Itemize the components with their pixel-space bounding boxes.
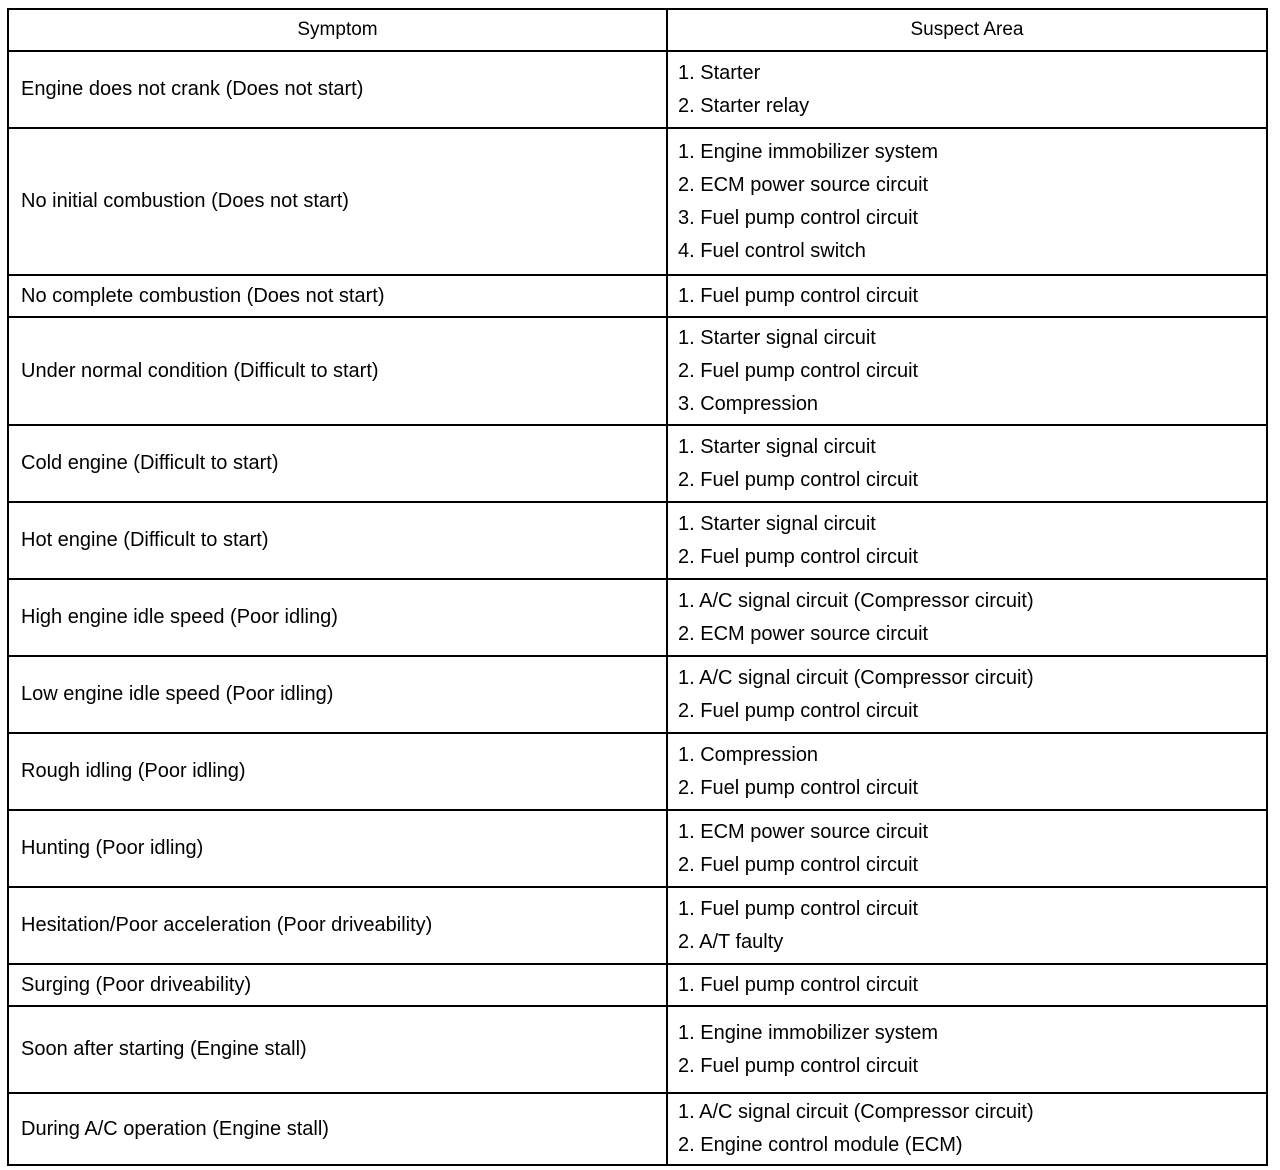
suspect-area-item: 1. ECM power source circuit (678, 820, 929, 843)
symptom-cell: Rough idling (Poor idling) (8, 733, 667, 810)
symptom-cell: Hunting (Poor idling) (8, 810, 667, 887)
symptom-cell: Engine does not crank (Does not start) (8, 51, 667, 128)
symptom-cell: High engine idle speed (Poor idling) (8, 579, 667, 656)
table-row (8, 579, 1267, 656)
table-row (8, 317, 1267, 425)
symptom-cell: Under normal condition (Difficult to start) (8, 317, 667, 425)
symptom-cell: No complete combustion (Does not start) (8, 275, 667, 317)
suspect-area-item: 2. Starter relay (678, 94, 810, 117)
suspect-area-cell (667, 51, 1267, 128)
suspect-area-item: 2. A/T faulty (678, 930, 784, 953)
suspect-area-item: 2. Fuel pump control circuit (678, 699, 919, 722)
table-body (8, 51, 1267, 1165)
suspect-area-cell (667, 317, 1267, 425)
suspect-area-item: 2. Fuel pump control circuit (678, 359, 919, 382)
suspect-area-item: 1. Fuel pump control circuit (678, 973, 919, 996)
suspect-area-item: 1. Starter signal circuit (678, 326, 876, 349)
suspect-area-cell (667, 425, 1267, 502)
table-row (8, 128, 1267, 275)
suspect-area-item: 2. Fuel pump control circuit (678, 545, 919, 568)
suspect-area-item: 2. Fuel pump control circuit (678, 468, 919, 491)
suspect-area-item: 1. A/C signal circuit (Compressor circuit) (678, 666, 1034, 689)
suspect-area-cell (667, 1006, 1267, 1093)
suspect-area-cell (667, 810, 1267, 887)
table-row (8, 275, 1267, 317)
table-row (8, 502, 1267, 579)
symptom-cell: Hot engine (Difficult to start) (8, 502, 667, 579)
table-row (8, 51, 1267, 128)
symptom-cell: Soon after starting (Engine stall) (8, 1006, 667, 1093)
suspect-area-item: 1. Starter signal circuit (678, 512, 876, 535)
suspect-area-item: 1. A/C signal circuit (Compressor circuit) (678, 1101, 1034, 1123)
header-row (8, 9, 1267, 51)
suspect-area-header: Suspect Area (667, 9, 1267, 51)
table-row (8, 733, 1267, 810)
suspect-area-item: 2. Fuel pump control circuit (678, 1054, 919, 1077)
suspect-area-item: 1. Starter (678, 61, 761, 84)
symptom-table (7, 8, 1268, 1166)
suspect-area-item: 1. Fuel pump control circuit (678, 897, 919, 920)
table-row (8, 1006, 1267, 1093)
suspect-area-item: 4. Fuel control switch (678, 239, 866, 262)
suspect-area-cell (667, 579, 1267, 656)
symptom-cell: Surging (Poor driveability) (8, 964, 667, 1006)
suspect-area-item: 1. Compression (678, 743, 819, 766)
suspect-area-cell (667, 656, 1267, 733)
table-row (8, 656, 1267, 733)
suspect-area-item: 1. Engine immobilizer system (678, 1021, 939, 1044)
suspect-area-item: 1. Fuel pump control circuit (678, 284, 919, 307)
table-row (8, 1093, 1267, 1165)
suspect-area-cell (667, 1093, 1267, 1165)
symptom-header: Symptom (8, 9, 667, 51)
suspect-area-item: 2. Fuel pump control circuit (678, 853, 919, 876)
suspect-area-cell (667, 275, 1267, 317)
suspect-area-item: 1. A/C signal circuit (Compressor circuit) (678, 589, 1034, 612)
suspect-area-item: 2. ECM power source circuit (678, 173, 929, 196)
suspect-area-cell (667, 502, 1267, 579)
suspect-area-item: 1. Starter signal circuit (678, 435, 876, 458)
suspect-area-cell (667, 887, 1267, 964)
table-row (8, 887, 1267, 964)
symptom-cell: Cold engine (Difficult to start) (8, 425, 667, 502)
symptom-cell: During A/C operation (Engine stall) (8, 1093, 667, 1165)
suspect-area-cell (667, 128, 1267, 275)
symptom-cell: Low engine idle speed (Poor idling) (8, 656, 667, 733)
table-row (8, 425, 1267, 502)
table-row (8, 964, 1267, 1006)
symptom-cell: No initial combustion (Does not start) (8, 128, 667, 275)
suspect-area-cell (667, 964, 1267, 1006)
suspect-area-item: 1. Engine immobilizer system (678, 140, 939, 163)
suspect-area-item: 2. Fuel pump control circuit (678, 776, 919, 799)
suspect-area-cell (667, 733, 1267, 810)
suspect-area-item: 2. ECM power source circuit (678, 622, 929, 645)
symptom-cell: Hesitation/Poor acceleration (Poor driveability) (8, 887, 667, 964)
suspect-area-item: 3. Fuel pump control circuit (678, 206, 919, 229)
suspect-area-item: 2. Engine control module (ECM) (678, 1134, 963, 1156)
table-row (8, 810, 1267, 887)
troubleshooting-sheet (7, 8, 1266, 1161)
suspect-area-item: 3. Compression (678, 392, 819, 415)
